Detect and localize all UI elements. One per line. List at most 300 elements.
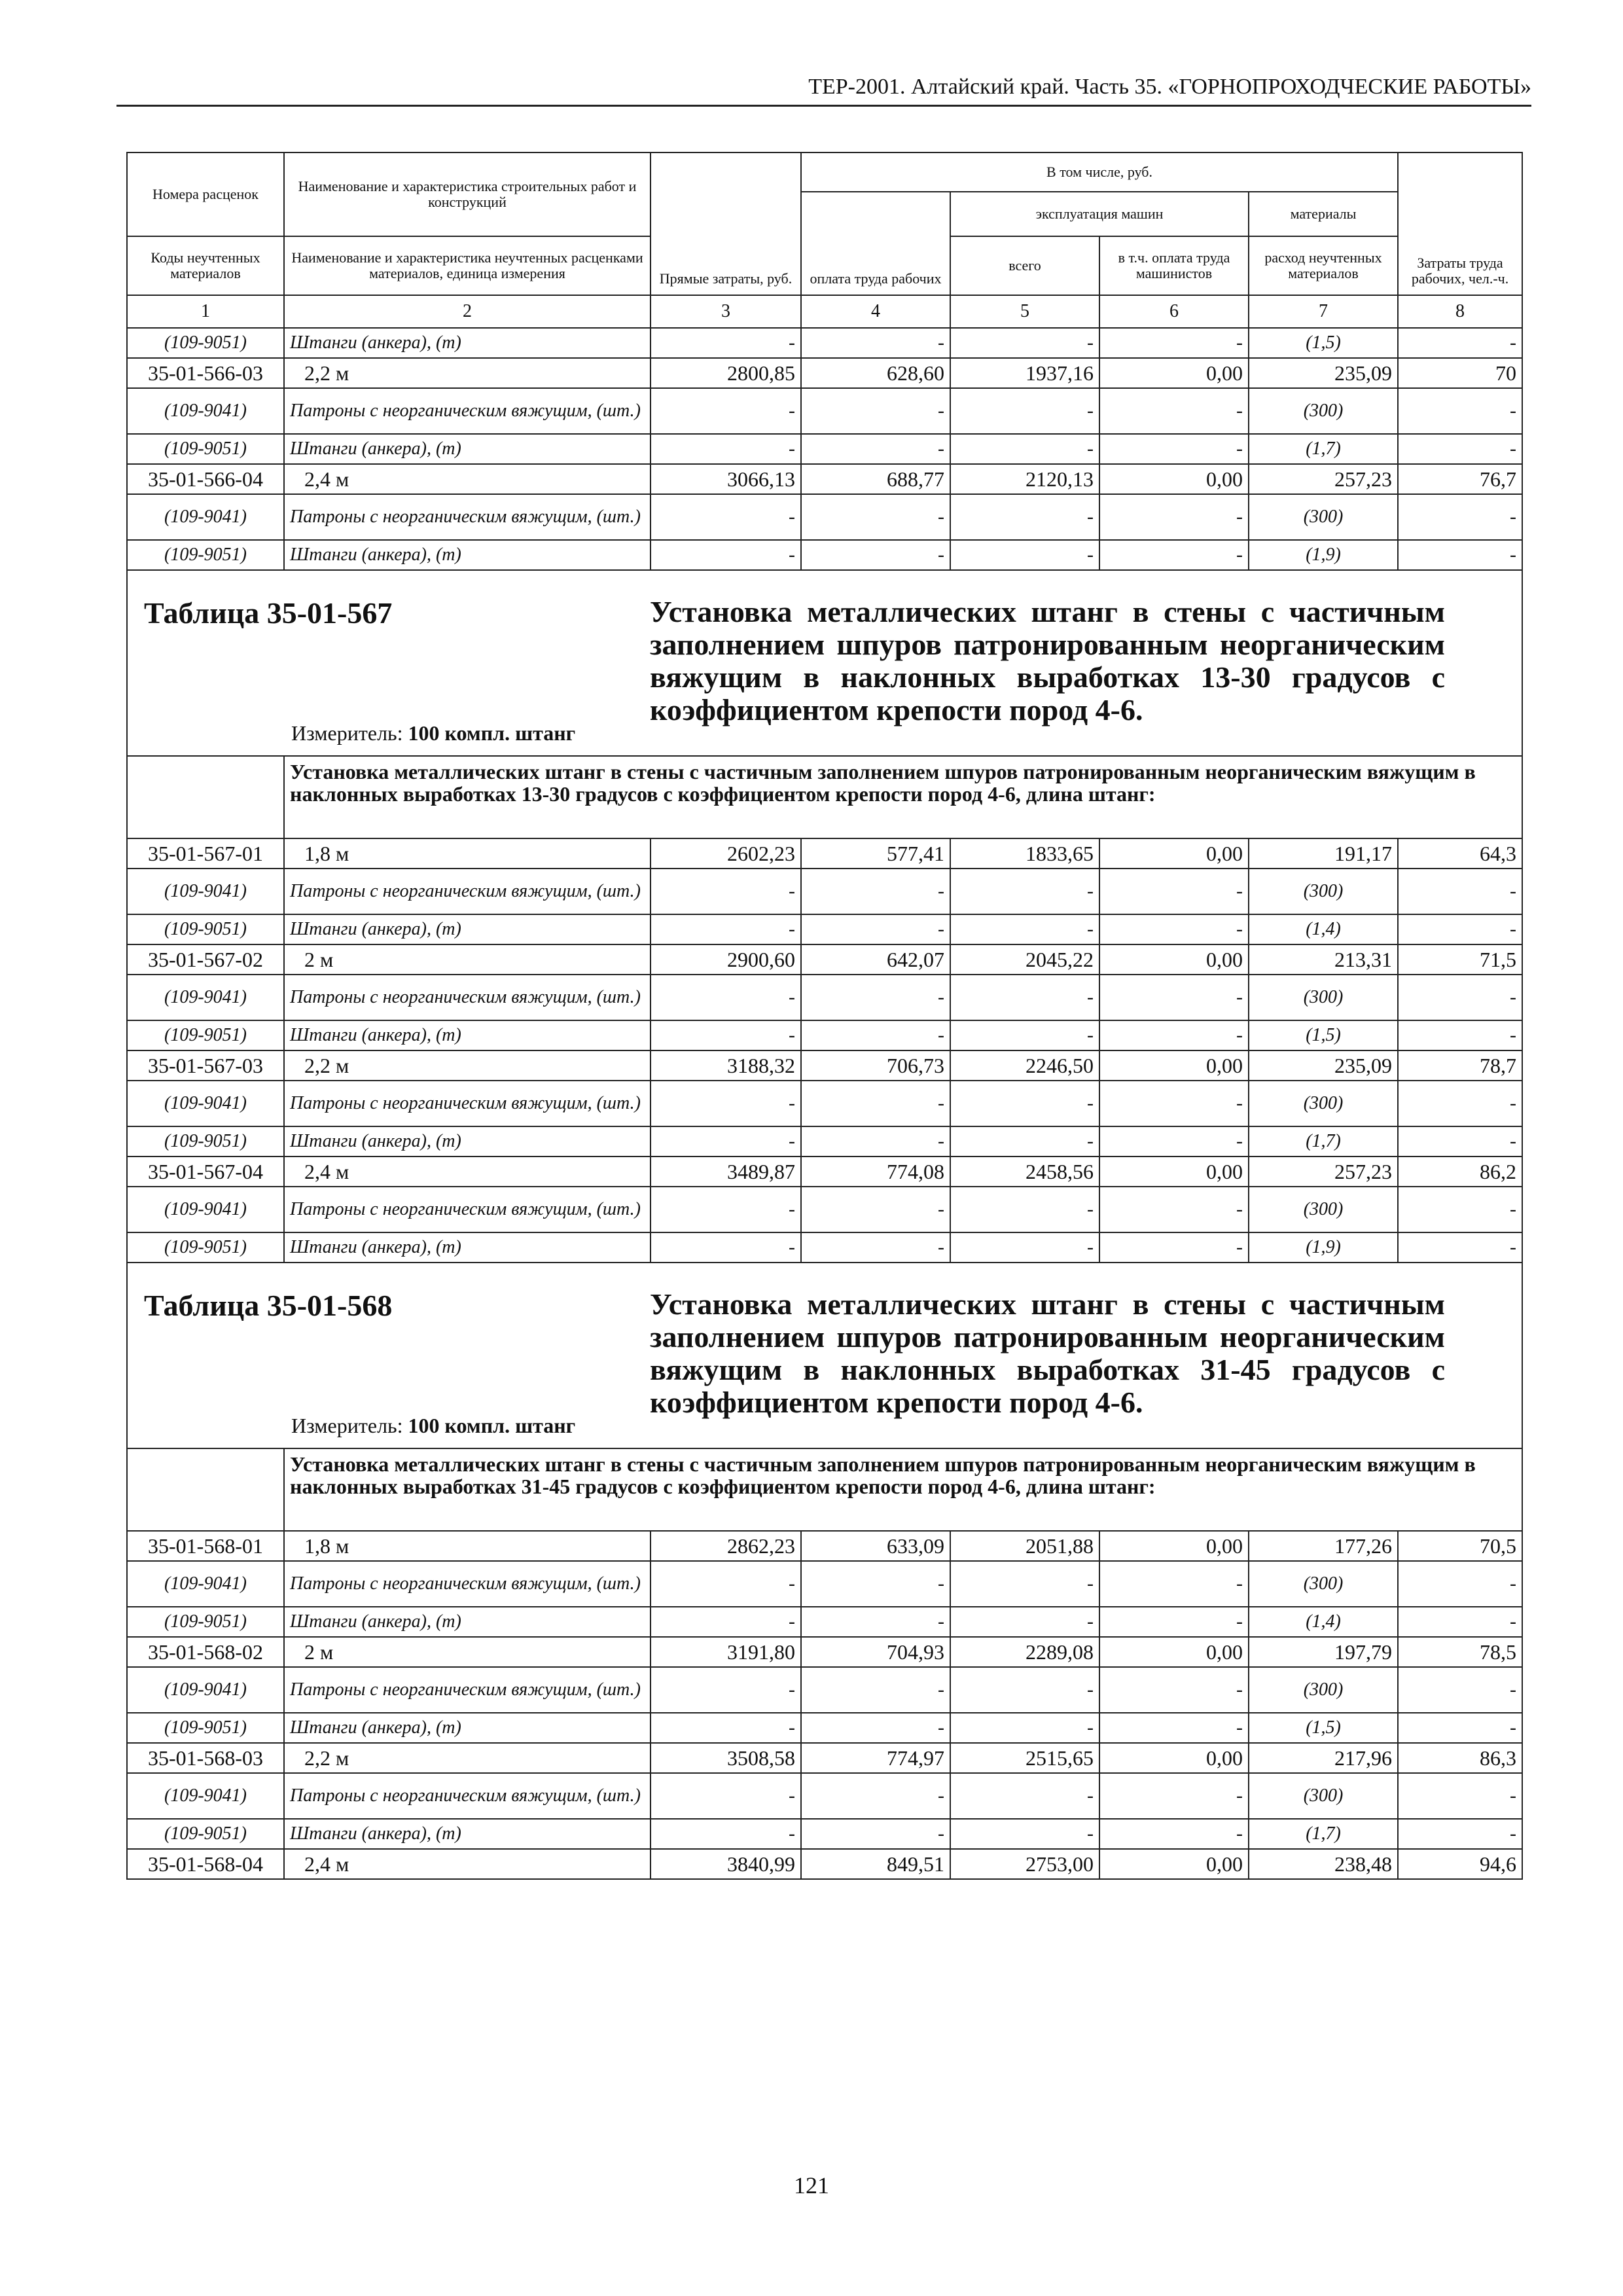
material-consumption: (1,9) bbox=[1249, 1232, 1398, 1263]
labor-costs-value: 76,7 bbox=[1398, 464, 1522, 494]
section-subheading: Установка металлических штанг в стены с частичным заполнением шпуров патронированным неорганическим вяжущим в наклонных выработках 13-30 градусов с коэффициентом крепости пород 4-6, длина штанг: bbox=[284, 756, 1522, 838]
meter-label: Измеритель: bbox=[291, 1414, 403, 1437]
empty-value-dash: - bbox=[1398, 1561, 1522, 1607]
rate-code: 35-01-568-03 bbox=[127, 1743, 284, 1773]
machinist-pay-value: 0,00 bbox=[1099, 464, 1249, 494]
rate-name: 2 м bbox=[284, 944, 651, 975]
rate-code: 35-01-568-01 bbox=[127, 1531, 284, 1561]
materials-value: 217,96 bbox=[1249, 1743, 1398, 1773]
material-row bbox=[127, 975, 1522, 1020]
material-consumption: (1,7) bbox=[1249, 1819, 1398, 1849]
col-machinist-pay-header: в т.ч. оплата труда машинистов bbox=[1099, 236, 1249, 295]
empty-value-dash: - bbox=[801, 434, 950, 464]
machinist-pay-value: 0,00 bbox=[1099, 1157, 1249, 1187]
materials-value: 235,09 bbox=[1249, 1050, 1398, 1081]
material-name: Штанги (анкера), (т) bbox=[284, 1020, 651, 1050]
empty-value-dash: - bbox=[950, 975, 1099, 1020]
material-consumption: (1,7) bbox=[1249, 434, 1398, 464]
empty-value-dash: - bbox=[801, 1667, 950, 1713]
material-consumption: (300) bbox=[1249, 1081, 1398, 1126]
material-consumption: (300) bbox=[1249, 869, 1398, 914]
empty-value-dash: - bbox=[1099, 1126, 1249, 1157]
machine-ops-value: 2120,13 bbox=[950, 464, 1099, 494]
empty-value-dash: - bbox=[950, 1773, 1099, 1819]
column-number: 3 bbox=[651, 295, 801, 328]
empty-value-dash: - bbox=[950, 869, 1099, 914]
empty-value-dash: - bbox=[801, 388, 950, 434]
material-row bbox=[127, 388, 1522, 434]
machine-ops-value: 2051,88 bbox=[950, 1531, 1099, 1561]
empty-value-dash: - bbox=[1398, 1232, 1522, 1263]
table-heading-row bbox=[127, 1263, 1522, 1448]
meter-value: 100 компл. штанг bbox=[408, 721, 576, 745]
labor-pay-value: 628,60 bbox=[801, 358, 950, 388]
empty-value-dash: - bbox=[950, 540, 1099, 570]
material-consumption: (300) bbox=[1249, 1667, 1398, 1713]
machinist-pay-value: 0,00 bbox=[1099, 1531, 1249, 1561]
rate-row bbox=[127, 464, 1522, 494]
empty-value-dash: - bbox=[950, 1607, 1099, 1637]
material-row bbox=[127, 1819, 1522, 1849]
empty-value-dash: - bbox=[1099, 1561, 1249, 1607]
empty-value-dash: - bbox=[801, 869, 950, 914]
empty-value-dash: - bbox=[950, 1561, 1099, 1607]
empty-value-dash: - bbox=[651, 494, 801, 540]
empty-value-dash: - bbox=[801, 1081, 950, 1126]
machine-ops-value: 1833,65 bbox=[950, 838, 1099, 869]
material-consumption: (1,5) bbox=[1249, 1020, 1398, 1050]
materials-value: 177,26 bbox=[1249, 1531, 1398, 1561]
empty-value-dash: - bbox=[950, 494, 1099, 540]
empty-value-dash: - bbox=[1099, 1187, 1249, 1232]
table-number: Таблица 35-01-567 bbox=[144, 596, 393, 630]
machine-ops-value: 2515,65 bbox=[950, 1743, 1099, 1773]
material-consumption: (300) bbox=[1249, 1773, 1398, 1819]
col-machine-total-header: всего bbox=[950, 236, 1099, 295]
rate-name: 2 м bbox=[284, 1637, 651, 1667]
empty-value-dash: - bbox=[950, 914, 1099, 944]
column-number: 8 bbox=[1398, 295, 1522, 328]
empty-value-dash: - bbox=[1398, 388, 1522, 434]
material-name: Штанги (анкера), (т) bbox=[284, 1819, 651, 1849]
labor-costs-value: 71,5 bbox=[1398, 944, 1522, 975]
empty-value-dash: - bbox=[651, 1020, 801, 1050]
material-consumption: (1,4) bbox=[1249, 914, 1398, 944]
material-row bbox=[127, 1667, 1522, 1713]
rate-code: 35-01-568-04 bbox=[127, 1849, 284, 1879]
material-row bbox=[127, 494, 1522, 540]
material-row bbox=[127, 914, 1522, 944]
empty-value-dash: - bbox=[801, 1607, 950, 1637]
material-code: (109-9041) bbox=[127, 1081, 284, 1126]
empty-value-dash: - bbox=[1398, 1020, 1522, 1050]
empty-value-dash: - bbox=[1099, 540, 1249, 570]
materials-value: 235,09 bbox=[1249, 358, 1398, 388]
empty-value-dash: - bbox=[651, 1126, 801, 1157]
direct-costs-value: 3066,13 bbox=[651, 464, 801, 494]
empty-value-dash: - bbox=[1099, 1081, 1249, 1126]
col-labor-costs-header: Затраты труда рабочих, чел.-ч. bbox=[1398, 152, 1522, 295]
empty-value-dash: - bbox=[950, 434, 1099, 464]
material-name: Штанги (анкера), (т) bbox=[284, 1126, 651, 1157]
material-row bbox=[127, 1081, 1522, 1126]
page-header bbox=[116, 71, 1531, 107]
empty-value-dash: - bbox=[1398, 434, 1522, 464]
material-name: Патроны с неорганическим вяжущим, (шт.) bbox=[284, 388, 651, 434]
machinist-pay-value: 0,00 bbox=[1099, 1050, 1249, 1081]
empty-value-dash: - bbox=[651, 540, 801, 570]
empty-value-dash: - bbox=[651, 1667, 801, 1713]
rate-name: 2,2 м bbox=[284, 358, 651, 388]
meter-value: 100 компл. штанг bbox=[408, 1414, 576, 1437]
empty-value-dash: - bbox=[1099, 1773, 1249, 1819]
section-subheading: Установка металлических штанг в стены с частичным заполнением шпуров патронированным неорганическим вяжущим в наклонных выработках 31-45 градусов с коэффициентом крепости пород 4-6, длина штанг: bbox=[284, 1448, 1522, 1531]
labor-costs-value: 78,7 bbox=[1398, 1050, 1522, 1081]
empty-value-dash: - bbox=[1099, 494, 1249, 540]
empty-value-dash: - bbox=[1099, 1232, 1249, 1263]
material-consumption: (300) bbox=[1249, 494, 1398, 540]
material-name: Штанги (анкера), (т) bbox=[284, 328, 651, 358]
empty-value-dash: - bbox=[651, 328, 801, 358]
labor-pay-value: 706,73 bbox=[801, 1050, 950, 1081]
rates-document bbox=[126, 152, 1522, 1880]
empty-value-dash: - bbox=[1099, 434, 1249, 464]
material-name: Патроны с неорганическим вяжущим, (шт.) bbox=[284, 1081, 651, 1126]
empty-value-dash: - bbox=[651, 914, 801, 944]
col-labor-pay-header: оплата труда рабочих bbox=[801, 192, 950, 295]
empty-value-dash: - bbox=[651, 434, 801, 464]
labor-costs-value: 94,6 bbox=[1398, 1849, 1522, 1879]
material-consumption: (300) bbox=[1249, 388, 1398, 434]
material-row bbox=[127, 1126, 1522, 1157]
empty-value-dash: - bbox=[801, 975, 950, 1020]
material-consumption: (1,4) bbox=[1249, 1607, 1398, 1637]
empty-value-dash: - bbox=[950, 1187, 1099, 1232]
section-subheading-row bbox=[127, 1448, 1522, 1531]
materials-value: 238,48 bbox=[1249, 1849, 1398, 1879]
rate-name: 2,4 м bbox=[284, 464, 651, 494]
material-code: (109-9051) bbox=[127, 914, 284, 944]
empty-value-dash: - bbox=[651, 1713, 801, 1743]
machine-ops-value: 2045,22 bbox=[950, 944, 1099, 975]
material-consumption: (1,5) bbox=[1249, 1713, 1398, 1743]
direct-costs-value: 2800,85 bbox=[651, 358, 801, 388]
empty-value-dash: - bbox=[801, 328, 950, 358]
material-name: Штанги (анкера), (т) bbox=[284, 1232, 651, 1263]
rate-row bbox=[127, 1157, 1522, 1187]
machine-ops-value: 2289,08 bbox=[950, 1637, 1099, 1667]
material-code: (109-9041) bbox=[127, 975, 284, 1020]
empty-value-dash: - bbox=[801, 1773, 950, 1819]
page-header-title: ТЕР-2001. Алтайский край. Часть 35. «ГОРНОПРОХОДЧЕСКИЕ РАБОТЫ» bbox=[808, 75, 1531, 99]
material-row bbox=[127, 540, 1522, 570]
material-code: (109-9051) bbox=[127, 1819, 284, 1849]
empty-value-dash: - bbox=[801, 914, 950, 944]
material-code: (109-9041) bbox=[127, 388, 284, 434]
empty-value-dash: - bbox=[1099, 869, 1249, 914]
material-name: Патроны с неорганическим вяжущим, (шт.) bbox=[284, 1187, 651, 1232]
rates-table bbox=[126, 152, 1523, 1880]
material-row bbox=[127, 328, 1522, 358]
empty-value-dash: - bbox=[651, 869, 801, 914]
col-materials-header: материалы bbox=[1249, 192, 1398, 236]
rate-name: 2,4 м bbox=[284, 1849, 651, 1879]
materials-value: 213,31 bbox=[1249, 944, 1398, 975]
empty-value-dash: - bbox=[1099, 914, 1249, 944]
direct-costs-value: 3489,87 bbox=[651, 1157, 801, 1187]
machinist-pay-value: 0,00 bbox=[1099, 944, 1249, 975]
table-number: Таблица 35-01-568 bbox=[144, 1289, 393, 1322]
material-consumption: (1,7) bbox=[1249, 1126, 1398, 1157]
empty-value-dash: - bbox=[801, 1561, 950, 1607]
materials-value: 197,79 bbox=[1249, 1637, 1398, 1667]
material-code: (109-9051) bbox=[127, 1232, 284, 1263]
column-number: 4 bbox=[801, 295, 950, 328]
col-material-codes-header: Коды неучтенных материалов bbox=[127, 236, 284, 295]
rate-code: 35-01-566-04 bbox=[127, 464, 284, 494]
material-name: Штанги (анкера), (т) bbox=[284, 914, 651, 944]
empty-value-dash: - bbox=[651, 1081, 801, 1126]
material-name: Патроны с неорганическим вяжущим, (шт.) bbox=[284, 975, 651, 1020]
direct-costs-value: 3508,58 bbox=[651, 1743, 801, 1773]
empty-value-dash: - bbox=[1099, 1607, 1249, 1637]
material-code: (109-9041) bbox=[127, 1187, 284, 1232]
empty-value-dash: - bbox=[651, 1607, 801, 1637]
materials-value: 191,17 bbox=[1249, 838, 1398, 869]
empty-value-dash: - bbox=[1398, 1713, 1522, 1743]
rate-row bbox=[127, 1531, 1522, 1561]
material-code: (109-9041) bbox=[127, 869, 284, 914]
empty-value-dash: - bbox=[1398, 1819, 1522, 1849]
material-code: (109-9041) bbox=[127, 494, 284, 540]
col-including-header: В том числе, руб. bbox=[801, 152, 1398, 192]
machine-ops-value: 1937,16 bbox=[950, 358, 1099, 388]
machinist-pay-value: 0,00 bbox=[1099, 838, 1249, 869]
material-row bbox=[127, 1607, 1522, 1637]
material-code: (109-9041) bbox=[127, 1667, 284, 1713]
material-code: (109-9041) bbox=[127, 1773, 284, 1819]
empty-value-dash: - bbox=[1099, 328, 1249, 358]
machinist-pay-value: 0,00 bbox=[1099, 358, 1249, 388]
table-heading-row bbox=[127, 570, 1522, 756]
meter-label: Измеритель: bbox=[291, 721, 403, 745]
material-row bbox=[127, 1713, 1522, 1743]
empty-value-dash: - bbox=[1099, 1667, 1249, 1713]
machinist-pay-value: 0,00 bbox=[1099, 1743, 1249, 1773]
labor-pay-value: 849,51 bbox=[801, 1849, 950, 1879]
empty-value-dash: - bbox=[950, 1126, 1099, 1157]
table-title: Установка металлических штанг в стены с частичным заполнением шпуров патронированным неорганическим вяжущим в наклонных выработках 31-45 градусов с коэффициентом крепости пород 4-6. bbox=[650, 1287, 1445, 1419]
empty-value-dash: - bbox=[651, 1187, 801, 1232]
empty-value-dash: - bbox=[1099, 1819, 1249, 1849]
material-name: Патроны с неорганическим вяжущим, (шт.) bbox=[284, 1667, 651, 1713]
labor-pay-value: 633,09 bbox=[801, 1531, 950, 1561]
empty-value-dash: - bbox=[1398, 1187, 1522, 1232]
material-name: Патроны с неорганическим вяжущим, (шт.) bbox=[284, 494, 651, 540]
empty-value-dash: - bbox=[651, 1561, 801, 1607]
empty-value-dash: - bbox=[801, 1020, 950, 1050]
empty-value-dash: - bbox=[1398, 540, 1522, 570]
empty-value-dash: - bbox=[1398, 328, 1522, 358]
col-rate-numbers-header: Номера расценок bbox=[127, 152, 284, 236]
material-name: Патроны с неорганическим вяжущим, (шт.) bbox=[284, 869, 651, 914]
material-name: Патроны с неорганическим вяжущим, (шт.) bbox=[284, 1773, 651, 1819]
empty-value-dash: - bbox=[801, 1713, 950, 1743]
empty-value-dash: - bbox=[1398, 1607, 1522, 1637]
rate-name: 1,8 м bbox=[284, 1531, 651, 1561]
empty-value-dash: - bbox=[801, 540, 950, 570]
table-meter bbox=[291, 1414, 575, 1438]
rate-name: 1,8 м bbox=[284, 838, 651, 869]
empty-value-dash: - bbox=[801, 1819, 950, 1849]
empty-value-dash: - bbox=[1398, 494, 1522, 540]
rate-code: 35-01-567-01 bbox=[127, 838, 284, 869]
machinist-pay-value: 0,00 bbox=[1099, 1637, 1249, 1667]
empty-value-dash: - bbox=[1099, 1020, 1249, 1050]
empty-value-dash: - bbox=[1099, 388, 1249, 434]
empty-value-dash: - bbox=[651, 1232, 801, 1263]
materials-value: 257,23 bbox=[1249, 464, 1398, 494]
labor-pay-value: 642,07 bbox=[801, 944, 950, 975]
rate-code: 35-01-567-02 bbox=[127, 944, 284, 975]
machine-ops-value: 2458,56 bbox=[950, 1157, 1099, 1187]
labor-pay-value: 577,41 bbox=[801, 838, 950, 869]
material-row bbox=[127, 1773, 1522, 1819]
column-number: 2 bbox=[284, 295, 651, 328]
column-number: 7 bbox=[1249, 295, 1398, 328]
col-machine-ops-header: эксплуатация машин bbox=[950, 192, 1249, 236]
rate-row bbox=[127, 838, 1522, 869]
rate-row bbox=[127, 1743, 1522, 1773]
empty-value-dash: - bbox=[1398, 914, 1522, 944]
material-code: (109-9041) bbox=[127, 1561, 284, 1607]
labor-costs-value: 64,3 bbox=[1398, 838, 1522, 869]
direct-costs-value: 2862,23 bbox=[651, 1531, 801, 1561]
empty-value-dash: - bbox=[950, 1667, 1099, 1713]
direct-costs-value: 2602,23 bbox=[651, 838, 801, 869]
empty-value-dash: - bbox=[950, 388, 1099, 434]
labor-costs-value: 86,3 bbox=[1398, 1743, 1522, 1773]
labor-pay-value: 704,93 bbox=[801, 1637, 950, 1667]
material-name: Штанги (анкера), (т) bbox=[284, 1713, 651, 1743]
rate-name: 2,2 м bbox=[284, 1050, 651, 1081]
empty-value-dash: - bbox=[1398, 869, 1522, 914]
rate-name: 2,4 м bbox=[284, 1157, 651, 1187]
empty-value-dash: - bbox=[1398, 1773, 1522, 1819]
column-number: 5 bbox=[950, 295, 1099, 328]
material-row bbox=[127, 1020, 1522, 1050]
material-code: (109-9051) bbox=[127, 540, 284, 570]
material-code: (109-9051) bbox=[127, 1126, 284, 1157]
col-unaccounted-consumption-header: расход неучтенных материалов bbox=[1249, 236, 1398, 295]
machinist-pay-value: 0,00 bbox=[1099, 1849, 1249, 1879]
material-consumption: (300) bbox=[1249, 1561, 1398, 1607]
empty-value-dash: - bbox=[950, 1713, 1099, 1743]
empty-value-dash: - bbox=[950, 328, 1099, 358]
machine-ops-value: 2753,00 bbox=[950, 1849, 1099, 1879]
materials-value: 257,23 bbox=[1249, 1157, 1398, 1187]
labor-pay-value: 688,77 bbox=[801, 464, 950, 494]
material-code: (109-9051) bbox=[127, 434, 284, 464]
empty-value-dash: - bbox=[950, 1081, 1099, 1126]
empty-value-dash: - bbox=[950, 1819, 1099, 1849]
direct-costs-value: 3191,80 bbox=[651, 1637, 801, 1667]
empty-value-dash: - bbox=[1099, 1713, 1249, 1743]
labor-costs-value: 70 bbox=[1398, 358, 1522, 388]
material-code: (109-9051) bbox=[127, 328, 284, 358]
rate-name: 2,2 м bbox=[284, 1743, 651, 1773]
material-name: Штанги (анкера), (т) bbox=[284, 1607, 651, 1637]
rate-row bbox=[127, 358, 1522, 388]
empty-value-dash: - bbox=[651, 1819, 801, 1849]
col-work-name-header: Наименование и характеристика строительных работ и конструкций bbox=[284, 152, 651, 236]
empty-value-dash: - bbox=[1398, 1667, 1522, 1713]
empty-value-dash: - bbox=[801, 1232, 950, 1263]
material-consumption: (300) bbox=[1249, 1187, 1398, 1232]
material-row bbox=[127, 1187, 1522, 1232]
table-meter bbox=[291, 721, 575, 745]
page-number: 121 bbox=[794, 2172, 829, 2198]
rate-code: 35-01-568-02 bbox=[127, 1637, 284, 1667]
section-subheading-row bbox=[127, 756, 1522, 838]
column-number: 1 bbox=[127, 295, 284, 328]
material-code: (109-9051) bbox=[127, 1020, 284, 1050]
empty-value-dash: - bbox=[950, 1232, 1099, 1263]
empty-value-dash: - bbox=[801, 494, 950, 540]
material-consumption: (300) bbox=[1249, 975, 1398, 1020]
col-material-names-header: Наименование и характеристика неучтенных расценками материалов, единица измерения bbox=[284, 236, 651, 295]
table-title: Установка металлических штанг в стены с частичным заполнением шпуров патронированным неорганическим вяжущим в наклонных выработках 13-30 градусов с коэффициентом крепости пород 4-6. bbox=[650, 595, 1445, 726]
direct-costs-value: 3188,32 bbox=[651, 1050, 801, 1081]
material-consumption: (1,9) bbox=[1249, 540, 1398, 570]
empty-value-dash: - bbox=[651, 388, 801, 434]
labor-costs-value: 70,5 bbox=[1398, 1531, 1522, 1561]
material-code: (109-9051) bbox=[127, 1607, 284, 1637]
empty-value-dash: - bbox=[1099, 975, 1249, 1020]
material-name: Штанги (анкера), (т) bbox=[284, 540, 651, 570]
rate-row bbox=[127, 1849, 1522, 1879]
material-row bbox=[127, 434, 1522, 464]
labor-pay-value: 774,08 bbox=[801, 1157, 950, 1187]
empty-value-dash: - bbox=[950, 1020, 1099, 1050]
rate-row bbox=[127, 1637, 1522, 1667]
material-name: Штанги (анкера), (т) bbox=[284, 434, 651, 464]
machine-ops-value: 2246,50 bbox=[950, 1050, 1099, 1081]
rate-code: 35-01-566-03 bbox=[127, 358, 284, 388]
material-row bbox=[127, 869, 1522, 914]
rate-code: 35-01-567-04 bbox=[127, 1157, 284, 1187]
rate-code: 35-01-567-03 bbox=[127, 1050, 284, 1081]
column-numbers-row bbox=[127, 295, 1522, 328]
material-consumption: (1,5) bbox=[1249, 328, 1398, 358]
direct-costs-value: 3840,99 bbox=[651, 1849, 801, 1879]
column-number: 6 bbox=[1099, 295, 1249, 328]
labor-pay-value: 774,97 bbox=[801, 1743, 950, 1773]
labor-costs-value: 86,2 bbox=[1398, 1157, 1522, 1187]
material-row bbox=[127, 1561, 1522, 1607]
empty-value-dash: - bbox=[801, 1187, 950, 1232]
empty-value-dash: - bbox=[651, 975, 801, 1020]
material-name: Патроны с неорганическим вяжущим, (шт.) bbox=[284, 1561, 651, 1607]
empty-value-dash: - bbox=[651, 1773, 801, 1819]
empty-value-dash: - bbox=[1398, 975, 1522, 1020]
direct-costs-value: 2900,60 bbox=[651, 944, 801, 975]
empty-value-dash: - bbox=[1398, 1081, 1522, 1126]
material-row bbox=[127, 1232, 1522, 1263]
material-code: (109-9051) bbox=[127, 1713, 284, 1743]
col-direct-costs-header: Прямые затраты, руб. bbox=[651, 152, 801, 295]
empty-value-dash: - bbox=[801, 1126, 950, 1157]
